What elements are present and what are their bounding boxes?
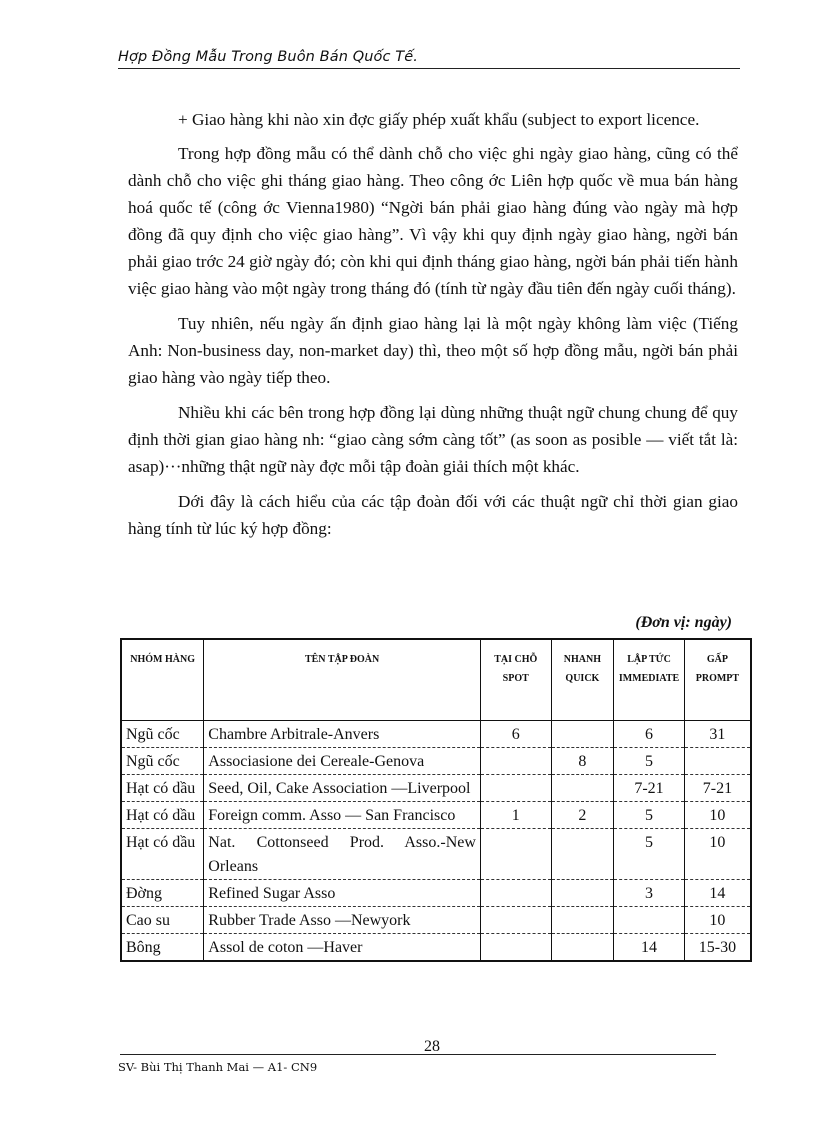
cell-group: Hạt có dầu — [121, 775, 204, 802]
cell-group: Bông — [121, 934, 204, 962]
cell-prompt: 14 — [684, 880, 751, 907]
header-group: NHÓM HÀNG — [121, 639, 204, 721]
cell-group: Ngũ cốc — [121, 748, 204, 775]
cell-quick — [551, 880, 614, 907]
cell-name: Assol de coton —Haver — [204, 934, 481, 962]
cell-immediate: 5 — [614, 802, 685, 829]
document-title: Hợp Đồng Mẫu Trong Buôn Bán Quốc Tế. — [118, 49, 418, 65]
header-name: TÊN TẬP ĐOÀN — [204, 639, 481, 721]
header-immediate: LẬP TỨC IMMEDIATE — [614, 639, 685, 721]
table-row — [121, 829, 751, 880]
running-header — [118, 46, 740, 69]
cell-spot — [480, 907, 551, 934]
cell-immediate: 14 — [614, 934, 685, 962]
cell-quick — [551, 775, 614, 802]
footer-author: SV- Bùi Thị Thanh Mai — A1- CN9 — [118, 1060, 318, 1074]
table-row — [121, 721, 751, 748]
cell-quick — [551, 934, 614, 962]
page-number: 28 — [424, 1038, 440, 1055]
cell-spot — [480, 880, 551, 907]
cell-quick — [551, 907, 614, 934]
cell-immediate: 7-21 — [614, 775, 685, 802]
cell-group: Đờng — [121, 880, 204, 907]
cell-immediate: 5 — [614, 829, 685, 880]
cell-quick — [551, 721, 614, 748]
cell-name: Nat. Cottonseed Prod. Asso.-New Orleans — [204, 829, 481, 880]
cell-quick: 8 — [551, 748, 614, 775]
header-spot: TẠI CHỖ SPOT — [480, 639, 551, 721]
cell-name: Refined Sugar Asso — [204, 880, 481, 907]
cell-prompt: 10 — [684, 907, 751, 934]
body-text — [128, 106, 738, 550]
cell-prompt: 15-30 — [684, 934, 751, 962]
table-row — [121, 802, 751, 829]
cell-prompt: 10 — [684, 802, 751, 829]
cell-name: Foreign comm. Asso — San Francisco — [204, 802, 481, 829]
header-quick: NHANH QUICK — [551, 639, 614, 721]
paragraph: Trong hợp đồng mẫu có thể dành chỗ cho việc ghi ngày giao hàng, cũng có thể dành chỗ cho việc ghi tháng giao hàng. Theo công ớc Liên hợp quốc về mua bán hàng hoá quốc tế (công ớc Vienna1980) “Ngời bán phải giao hàng đúng vào ngày mà hợp đồng đã quy định cho việc giao hàng”. Vì vậy khi quy định ngày giao hàng, ngời bán phải giao trớc 24 giờ ngày đó; còn khi qui định tháng giao hàng, ngời bán phải tiến hành việc giao hàng vào một ngày trong tháng đó (tính từ ngày đầu tiên đến ngày cuối tháng). — [128, 144, 738, 298]
cell-name: Associasione dei Cereale-Genova — [204, 748, 481, 775]
cell-quick: 2 — [551, 802, 614, 829]
table-row — [121, 748, 751, 775]
cell-prompt: 7-21 — [684, 775, 751, 802]
paragraph: Nhiều khi các bên trong hợp đồng lại dùng những thuật ngữ chung chung để quy định thời gian giao hàng nh: “giao càng sớm càng tốt” (as soon as posible — viết tắt là: asap)···những thật ngữ này đợc mỗi tập đoàn giải thích một khác. — [128, 403, 738, 476]
footer-divider — [120, 1054, 716, 1055]
cell-name: Seed, Oil, Cake Association —Liverpool — [204, 775, 481, 802]
table-row — [121, 880, 751, 907]
cell-spot — [480, 829, 551, 880]
cell-immediate: 3 — [614, 880, 685, 907]
delivery-terms-table — [120, 638, 752, 962]
cell-group: Ngũ cốc — [121, 721, 204, 748]
cell-spot: 6 — [480, 721, 551, 748]
cell-name: Chambre Arbitrale-Anvers — [204, 721, 481, 748]
paragraph: Dới đây là cách hiểu của các tập đoàn đối với các thuật ngữ chỉ thời gian giao hàng tính từ lúc ký hợp đồng: — [128, 492, 738, 538]
table-header-row — [121, 639, 751, 721]
cell-immediate: 5 — [614, 748, 685, 775]
unit-note: (Đơn vị: ngày) — [635, 614, 732, 631]
cell-spot — [480, 934, 551, 962]
table-row — [121, 907, 751, 934]
cell-spot: 1 — [480, 802, 551, 829]
cell-immediate — [614, 907, 685, 934]
cell-name: Rubber Trade Asso —Newyork — [204, 907, 481, 934]
header-prompt: GẤP PROMPT — [684, 639, 751, 721]
paragraph: Tuy nhiên, nếu ngày ấn định giao hàng lại là một ngày không làm việc (Tiếng Anh: Non-business day, non-market day) thì, theo một số hợp đồng mẫu, ngời bán phải giao hàng vào ngày tiếp theo. — [128, 314, 738, 387]
cell-spot — [480, 748, 551, 775]
table-row — [121, 775, 751, 802]
cell-group: Hạt có dầu — [121, 829, 204, 880]
cell-quick — [551, 829, 614, 880]
cell-prompt: 31 — [684, 721, 751, 748]
cell-spot — [480, 775, 551, 802]
cell-prompt: 10 — [684, 829, 751, 880]
cell-group: Hạt có dầu — [121, 802, 204, 829]
cell-group: Cao su — [121, 907, 204, 934]
table-row — [121, 934, 751, 962]
paragraph: + Giao hàng khi nào xin đợc giấy phép xuất khẩu (subject to export licence. — [178, 110, 700, 129]
cell-prompt — [684, 748, 751, 775]
cell-immediate: 6 — [614, 721, 685, 748]
